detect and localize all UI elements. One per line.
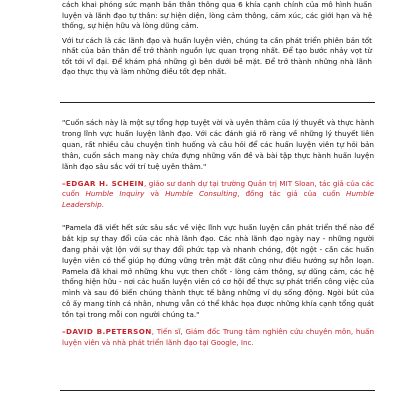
author-description: , Tiến sĩ, Giám đốc Trung tâm nghiên cứu chuyên môn, huấn luyện viên và nhà phát triển lãnh đạo tại Google, Inc. — [62, 327, 374, 347]
divider-bottom — [60, 390, 375, 391]
intro-text — [62, 0, 372, 78]
divider-top — [60, 102, 375, 103]
book-title: Humble Leadership — [62, 189, 374, 210]
author-description: , giáo sư danh dự tại trường Quản trị MIT Sloan, tác giả của các cuốn — [62, 178, 374, 199]
book-title: Humble Consulting — [165, 189, 238, 199]
testimonial — [62, 118, 374, 211]
ending-punctuation: . — [101, 200, 104, 210]
book-title: Humble Inquiry — [85, 189, 145, 199]
quote-text: "Cuốn sách này là một sự tổng hợp tuyệt vời và uyên thâm của lý thuyết và thực hành trong lĩnh vực huấn luyện lãnh đạo. Với các đánh giá rõ ràng về những lý thuyết liên quan, rất nhiều câu chuyện tình huống và câu hỏi để các huấn luyện viên tự hỏi bản thân, cuốn sách mang này chứa đựng những vấn đề và bài tập thực hành huấn luyện lãnh đạo sâu sắc với trí tuệ uyên thâm." — [62, 118, 374, 171]
author-name: –EDGAR H. SCHEIN — [62, 178, 145, 188]
quote-attribution — [62, 327, 374, 349]
intro-paragraph: Với tư cách là các lãnh đạo và huấn luyện viên, chúng ta cần phát triển phiên bản tốt nhất của bản thân để trở thành nguồn lực quan trọng nhất. Để tạo bước nhảy vọt từ tốt tới vĩ đại. Để khám phá những gì bên dưới bề mặt. Để trở thành những nhà lãnh đạo thực thụ và làm những điều tốt đẹp nhất. — [62, 35, 372, 76]
author-name: –DAVID B.PETERSON — [62, 327, 152, 337]
testimonial — [62, 223, 374, 349]
connector-text: , đồng tác giả của cuốn — [237, 189, 347, 199]
intro-paragraph: cách khai phóng sức mạnh bản thân thông qua 6 khía cạnh chính của mô hình huấn luyện và lãnh đạo tự thân: sự hiện diện, lòng cảm thông, cảm xúc, các giới hạn và hệ thống, sự hiện hữu và lòng dũng cảm. — [62, 0, 372, 30]
quote-text: "Pamela đã viết hết sức sâu sắc về việc lĩnh vực huấn luyện cần phát triển thế nào để bắt kịp sự thay đổi của các nhà lãnh đạo. Các nhà lãnh đạo ngày nay - những người đang phải vật lộn với sự thay đổi phức tạp và nhanh chóng, đột ngột - cần các huấn luyện viên có thể giúp họ đứng vững trên mặt đất cũng như điều hướng sự hỗn loạn. Pamela đã khai mở những khu vực then chốt - lòng cảm thông, sự dũng cảm, các hệ thống hiện hữu - nơi các huấn luyện viên có cơ hội để thực sự phát triển công việc của mình và sau đó biến chúng thành thực tế bằng những ví dụ sống động. Ngòi bút của cô ấy mang tính cá nhân, nhưng vẫn có thể khắc họa được những khía cạnh tổng quát tồn tại trong mỗi con người chúng ta." — [62, 222, 374, 320]
testimonials — [62, 118, 374, 349]
connector-text: và — [144, 189, 166, 199]
quote-attribution — [62, 179, 374, 211]
